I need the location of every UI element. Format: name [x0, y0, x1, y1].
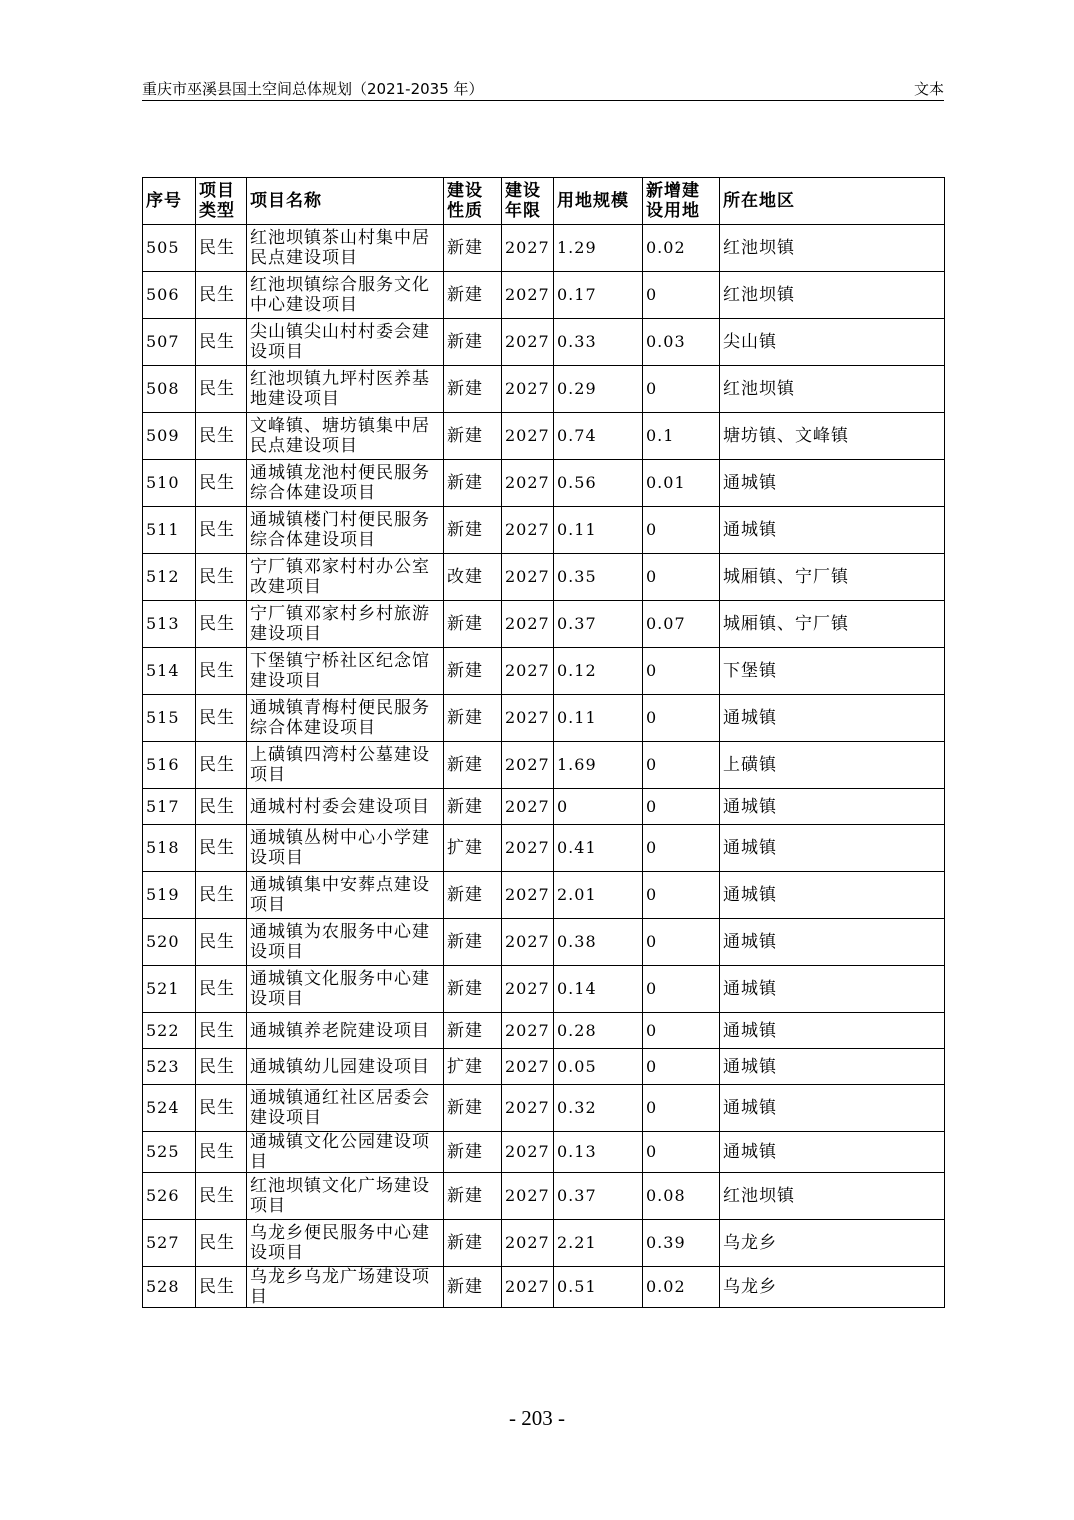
cell-scale: 0.33 [554, 319, 643, 366]
cell-type: 民生 [196, 225, 247, 272]
cell-scale: 0 [554, 789, 643, 825]
cell-year: 2027 [502, 1132, 554, 1173]
table-row [143, 919, 945, 966]
table-row [143, 1085, 945, 1132]
cell-new-land: 0 [643, 648, 720, 695]
cell-region: 通城镇 [720, 1013, 945, 1049]
column-header-new-land: 新增建设用地 [643, 178, 720, 225]
cell-new-land: 0.03 [643, 319, 720, 366]
cell-serial: 517 [143, 789, 196, 825]
cell-scale: 0.35 [554, 554, 643, 601]
cell-year: 2027 [502, 648, 554, 695]
cell-nature: 扩建 [444, 1049, 502, 1085]
project-table [142, 177, 945, 1308]
cell-serial: 522 [143, 1013, 196, 1049]
cell-scale: 1.29 [554, 225, 643, 272]
cell-type: 民生 [196, 1267, 247, 1308]
cell-region: 红池坝镇 [720, 225, 945, 272]
cell-nature: 新建 [444, 460, 502, 507]
cell-type: 民生 [196, 413, 247, 460]
cell-new-land: 0 [643, 366, 720, 413]
cell-type: 民生 [196, 1049, 247, 1085]
cell-region: 上磺镇 [720, 742, 945, 789]
cell-new-land: 0 [643, 872, 720, 919]
table-row [143, 1220, 945, 1267]
cell-type: 民生 [196, 507, 247, 554]
cell-nature: 新建 [444, 1013, 502, 1049]
table-row [143, 1013, 945, 1049]
cell-new-land: 0 [643, 1013, 720, 1049]
cell-region: 通城镇 [720, 695, 945, 742]
cell-scale: 2.01 [554, 872, 643, 919]
cell-year: 2027 [502, 1220, 554, 1267]
cell-scale: 0.11 [554, 507, 643, 554]
column-header-name: 项目名称 [247, 178, 444, 225]
cell-name: 红池坝镇茶山村集中居民点建设项目 [247, 225, 444, 272]
page-number: - 203 - [509, 1406, 565, 1430]
table-row [143, 601, 945, 648]
cell-scale: 0.29 [554, 366, 643, 413]
cell-nature: 新建 [444, 366, 502, 413]
cell-nature: 新建 [444, 225, 502, 272]
cell-name: 通城镇楼门村便民服务综合体建设项目 [247, 507, 444, 554]
cell-region: 城厢镇、宁厂镇 [720, 601, 945, 648]
cell-year: 2027 [502, 1013, 554, 1049]
cell-name: 通城镇丛树中心小学建设项目 [247, 825, 444, 872]
cell-region: 通城镇 [720, 460, 945, 507]
cell-year: 2027 [502, 225, 554, 272]
cell-type: 民生 [196, 648, 247, 695]
cell-serial: 515 [143, 695, 196, 742]
table-row [143, 319, 945, 366]
cell-name: 通城镇青梅村便民服务综合体建设项目 [247, 695, 444, 742]
table-row [143, 225, 945, 272]
table-row [143, 742, 945, 789]
cell-name: 通城镇集中安葬点建设项目 [247, 872, 444, 919]
cell-nature: 新建 [444, 413, 502, 460]
cell-name: 通城镇为农服务中心建设项目 [247, 919, 444, 966]
cell-type: 民生 [196, 554, 247, 601]
cell-serial: 528 [143, 1267, 196, 1308]
cell-scale: 2.21 [554, 1220, 643, 1267]
cell-serial: 518 [143, 825, 196, 872]
column-header-nature: 建设性质 [444, 178, 502, 225]
cell-scale: 0.41 [554, 825, 643, 872]
table-row [143, 648, 945, 695]
cell-year: 2027 [502, 272, 554, 319]
cell-serial: 516 [143, 742, 196, 789]
cell-type: 民生 [196, 695, 247, 742]
cell-scale: 0.13 [554, 1132, 643, 1173]
cell-year: 2027 [502, 601, 554, 648]
table-row [143, 507, 945, 554]
cell-serial: 520 [143, 919, 196, 966]
cell-type: 民生 [196, 272, 247, 319]
cell-type: 民生 [196, 825, 247, 872]
table-row [143, 825, 945, 872]
cell-new-land: 0.08 [643, 1173, 720, 1220]
cell-year: 2027 [502, 789, 554, 825]
cell-nature: 新建 [444, 966, 502, 1013]
table-row [143, 1173, 945, 1220]
cell-scale: 0.56 [554, 460, 643, 507]
cell-scale: 0.28 [554, 1013, 643, 1049]
cell-new-land: 0.39 [643, 1220, 720, 1267]
cell-name: 文峰镇、塘坊镇集中居民点建设项目 [247, 413, 444, 460]
cell-name: 红池坝镇文化广场建设项目 [247, 1173, 444, 1220]
column-header-region: 所在地区 [720, 178, 945, 225]
cell-serial: 527 [143, 1220, 196, 1267]
cell-scale: 0.37 [554, 601, 643, 648]
cell-serial: 513 [143, 601, 196, 648]
cell-name: 宁厂镇邓家村村办公室改建项目 [247, 554, 444, 601]
cell-nature: 新建 [444, 872, 502, 919]
cell-year: 2027 [502, 825, 554, 872]
table-row [143, 366, 945, 413]
cell-scale: 0.12 [554, 648, 643, 695]
cell-serial: 510 [143, 460, 196, 507]
cell-serial: 524 [143, 1085, 196, 1132]
cell-region: 通城镇 [720, 825, 945, 872]
cell-serial: 508 [143, 366, 196, 413]
cell-type: 民生 [196, 919, 247, 966]
cell-name: 通城镇龙池村便民服务综合体建设项目 [247, 460, 444, 507]
table-row [143, 1267, 945, 1308]
cell-name: 上磺镇四湾村公墓建设项目 [247, 742, 444, 789]
cell-region: 城厢镇、宁厂镇 [720, 554, 945, 601]
cell-year: 2027 [502, 1173, 554, 1220]
cell-name: 通城镇幼儿园建设项目 [247, 1049, 444, 1085]
cell-year: 2027 [502, 872, 554, 919]
cell-region: 通城镇 [720, 1049, 945, 1085]
cell-new-land: 0 [643, 825, 720, 872]
cell-region: 通城镇 [720, 1085, 945, 1132]
table-row [143, 460, 945, 507]
cell-new-land: 0.1 [643, 413, 720, 460]
cell-serial: 512 [143, 554, 196, 601]
cell-year: 2027 [502, 966, 554, 1013]
cell-region: 塘坊镇、文峰镇 [720, 413, 945, 460]
cell-year: 2027 [502, 319, 554, 366]
cell-scale: 0.11 [554, 695, 643, 742]
cell-nature: 新建 [444, 272, 502, 319]
cell-type: 民生 [196, 1085, 247, 1132]
cell-scale: 0.17 [554, 272, 643, 319]
cell-scale: 0.14 [554, 966, 643, 1013]
cell-name: 下堡镇宁桥社区纪念馆建设项目 [247, 648, 444, 695]
cell-name: 尖山镇尖山村村委会建设项目 [247, 319, 444, 366]
cell-region: 红池坝镇 [720, 272, 945, 319]
cell-new-land: 0 [643, 272, 720, 319]
cell-serial: 505 [143, 225, 196, 272]
cell-year: 2027 [502, 1049, 554, 1085]
cell-scale: 0.32 [554, 1085, 643, 1132]
cell-scale: 0.37 [554, 1173, 643, 1220]
cell-serial: 521 [143, 966, 196, 1013]
cell-region: 通城镇 [720, 872, 945, 919]
cell-scale: 0.74 [554, 413, 643, 460]
cell-new-land: 0 [643, 695, 720, 742]
cell-nature: 新建 [444, 507, 502, 554]
cell-nature: 新建 [444, 1173, 502, 1220]
cell-new-land: 0 [643, 507, 720, 554]
cell-nature: 改建 [444, 554, 502, 601]
cell-serial: 506 [143, 272, 196, 319]
cell-year: 2027 [502, 1085, 554, 1132]
cell-new-land: 0 [643, 742, 720, 789]
cell-year: 2027 [502, 460, 554, 507]
cell-name: 通城镇文化服务中心建设项目 [247, 966, 444, 1013]
cell-nature: 新建 [444, 1267, 502, 1308]
cell-region: 通城镇 [720, 789, 945, 825]
cell-type: 民生 [196, 1173, 247, 1220]
cell-nature: 新建 [444, 1085, 502, 1132]
column-header-type: 项目类型 [196, 178, 247, 225]
cell-nature: 新建 [444, 601, 502, 648]
table-row [143, 789, 945, 825]
cell-name: 通城镇文化公园建设项目 [247, 1132, 444, 1173]
cell-new-land: 0 [643, 1049, 720, 1085]
column-header-serial: 序号 [143, 178, 196, 225]
cell-serial: 514 [143, 648, 196, 695]
cell-nature: 新建 [444, 1132, 502, 1173]
cell-region: 尖山镇 [720, 319, 945, 366]
document-title: 重庆市巫溪县国土空间总体规划（2021-2035 年） [142, 80, 484, 98]
cell-nature: 新建 [444, 1220, 502, 1267]
cell-name: 红池坝镇九坪村医养基地建设项目 [247, 366, 444, 413]
cell-region: 乌龙乡 [720, 1220, 945, 1267]
table-row [143, 1132, 945, 1173]
table-row [143, 966, 945, 1013]
cell-new-land: 0 [643, 966, 720, 1013]
table-row [143, 695, 945, 742]
cell-new-land: 0 [643, 789, 720, 825]
cell-year: 2027 [502, 695, 554, 742]
cell-year: 2027 [502, 742, 554, 789]
cell-serial: 525 [143, 1132, 196, 1173]
cell-region: 红池坝镇 [720, 1173, 945, 1220]
cell-nature: 新建 [444, 695, 502, 742]
table-header-row [143, 178, 945, 225]
cell-name: 宁厂镇邓家村乡村旅游建设项目 [247, 601, 444, 648]
cell-region: 乌龙乡 [720, 1267, 945, 1308]
cell-nature: 扩建 [444, 825, 502, 872]
cell-scale: 0.05 [554, 1049, 643, 1085]
cell-nature: 新建 [444, 789, 502, 825]
cell-serial: 526 [143, 1173, 196, 1220]
column-header-year: 建设年限 [502, 178, 554, 225]
cell-new-land: 0 [643, 554, 720, 601]
cell-serial: 519 [143, 872, 196, 919]
cell-new-land: 0.07 [643, 601, 720, 648]
cell-year: 2027 [502, 366, 554, 413]
cell-name: 通城村村委会建设项目 [247, 789, 444, 825]
cell-type: 民生 [196, 1132, 247, 1173]
cell-name: 通城镇养老院建设项目 [247, 1013, 444, 1049]
page-header [142, 76, 944, 101]
cell-name: 红池坝镇综合服务文化中心建设项目 [247, 272, 444, 319]
cell-type: 民生 [196, 742, 247, 789]
cell-region: 通城镇 [720, 507, 945, 554]
cell-year: 2027 [502, 507, 554, 554]
cell-type: 民生 [196, 601, 247, 648]
cell-type: 民生 [196, 872, 247, 919]
cell-new-land: 0.01 [643, 460, 720, 507]
cell-nature: 新建 [444, 742, 502, 789]
cell-scale: 0.38 [554, 919, 643, 966]
cell-type: 民生 [196, 1013, 247, 1049]
cell-type: 民生 [196, 966, 247, 1013]
table-row [143, 413, 945, 460]
cell-region: 通城镇 [720, 919, 945, 966]
cell-new-land: 0.02 [643, 225, 720, 272]
section-label: 文本 [913, 80, 944, 98]
cell-new-land: 0 [643, 1132, 720, 1173]
cell-year: 2027 [502, 919, 554, 966]
cell-name: 通城镇通红社区居委会建设项目 [247, 1085, 444, 1132]
cell-type: 民生 [196, 789, 247, 825]
table-row [143, 272, 945, 319]
cell-serial: 507 [143, 319, 196, 366]
table-row [143, 872, 945, 919]
cell-serial: 509 [143, 413, 196, 460]
cell-type: 民生 [196, 1220, 247, 1267]
cell-region: 通城镇 [720, 966, 945, 1013]
cell-scale: 0.51 [554, 1267, 643, 1308]
cell-year: 2027 [502, 413, 554, 460]
cell-type: 民生 [196, 460, 247, 507]
cell-type: 民生 [196, 366, 247, 413]
cell-year: 2027 [502, 554, 554, 601]
cell-region: 下堡镇 [720, 648, 945, 695]
cell-name: 乌龙乡乌龙广场建设项目 [247, 1267, 444, 1308]
cell-new-land: 0.02 [643, 1267, 720, 1308]
cell-nature: 新建 [444, 919, 502, 966]
cell-type: 民生 [196, 319, 247, 366]
cell-new-land: 0 [643, 1085, 720, 1132]
cell-nature: 新建 [444, 648, 502, 695]
cell-new-land: 0 [643, 919, 720, 966]
cell-name: 乌龙乡便民服务中心建设项目 [247, 1220, 444, 1267]
cell-nature: 新建 [444, 319, 502, 366]
table-row [143, 554, 945, 601]
table-row [143, 1049, 945, 1085]
cell-serial: 511 [143, 507, 196, 554]
column-header-scale: 用地规模 [554, 178, 643, 225]
cell-scale: 1.69 [554, 742, 643, 789]
cell-region: 红池坝镇 [720, 366, 945, 413]
cell-year: 2027 [502, 1267, 554, 1308]
cell-serial: 523 [143, 1049, 196, 1085]
cell-region: 通城镇 [720, 1132, 945, 1173]
